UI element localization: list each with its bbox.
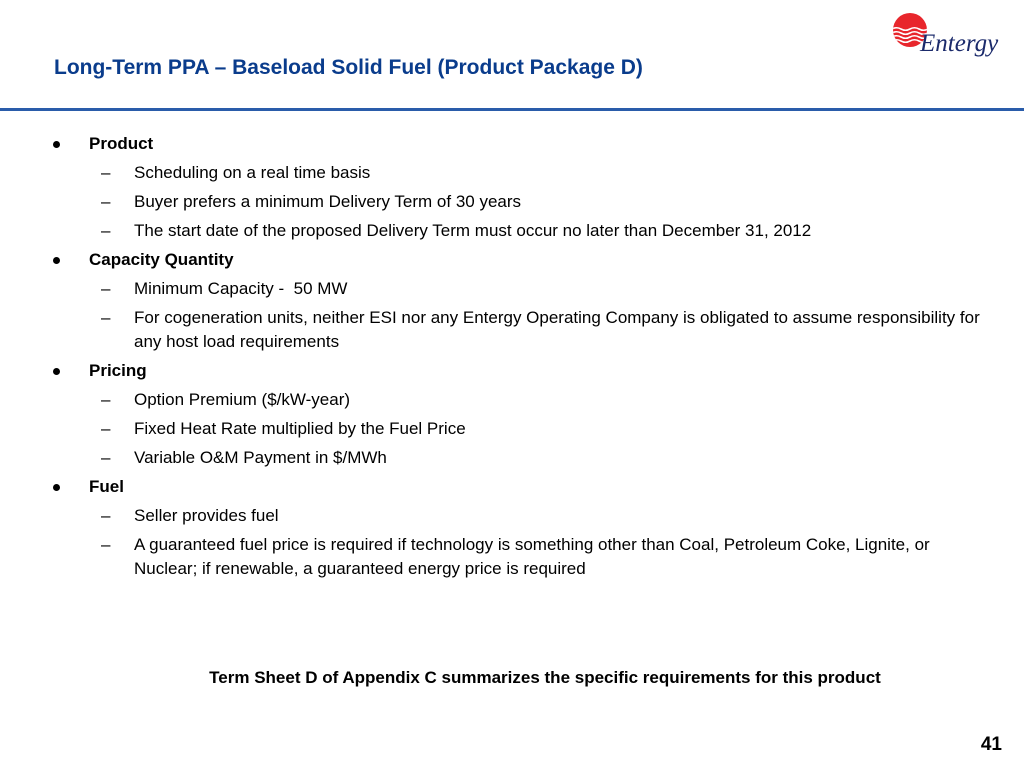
- list-item: – Minimum Capacity - 50 MW: [0, 277, 1024, 301]
- dash-icon: –: [101, 308, 111, 327]
- list-item: – Seller provides fuel: [0, 504, 1024, 528]
- dash-icon: –: [101, 506, 111, 525]
- section-product: [0, 132, 1024, 161]
- bullet-icon: [53, 257, 60, 264]
- dash-icon: –: [101, 535, 111, 554]
- list-item: – Variable O&M Payment in $/MWh: [0, 446, 1024, 470]
- section-heading: Fuel: [89, 477, 124, 496]
- list-item: – Option Premium ($/kW-year): [0, 388, 1024, 412]
- footer-note: Term Sheet D of Appendix C summarizes the specific requirements for this product: [209, 668, 881, 687]
- list-item: – A guaranteed fuel price is required if technology is something other than Coal, Petroleum Coke, Lignite, or Nuclear; if renewable, a guaranteed energy price is required: [101, 535, 930, 578]
- dash-icon: –: [101, 221, 111, 240]
- section-pricing: [0, 359, 1024, 388]
- dash-icon: –: [101, 390, 111, 409]
- dash-icon: –: [101, 419, 111, 438]
- bullet-icon: [53, 368, 60, 375]
- dash-icon: –: [101, 163, 111, 182]
- dash-icon: –: [101, 448, 111, 467]
- section-heading: Capacity Quantity: [89, 250, 234, 269]
- list-item: – Fixed Heat Rate multiplied by the Fuel Price: [0, 417, 1024, 441]
- header-divider: [0, 108, 1024, 111]
- list-item: – Buyer prefers a minimum Delivery Term of 30 years: [0, 190, 1024, 214]
- dash-icon: –: [101, 192, 111, 211]
- section-capacity-quantity: [0, 248, 1024, 277]
- dash-icon: –: [101, 279, 111, 298]
- bullet-icon: [53, 484, 60, 491]
- section-fuel: [0, 475, 1024, 504]
- bullet-content: [0, 132, 1024, 586]
- page-title: Long-Term PPA – Baseload Solid Fuel (Product Package D): [54, 56, 643, 79]
- list-item: – Scheduling on a real time basis: [0, 161, 1024, 185]
- page-number: 41: [980, 734, 1002, 755]
- section-heading: Product: [89, 134, 154, 153]
- logo-wordmark: Entergy: [920, 30, 999, 57]
- bullet-icon: [53, 141, 60, 148]
- section-heading: Pricing: [89, 361, 147, 380]
- list-item: – The start date of the proposed Delivery Term must occur no later than December 31, 2012: [0, 219, 1024, 243]
- entergy-logo: [890, 12, 1015, 64]
- list-item: – For cogeneration units, neither ESI nor any Entergy Operating Company is obligated to assume responsibility for any host load requirements: [101, 308, 980, 351]
